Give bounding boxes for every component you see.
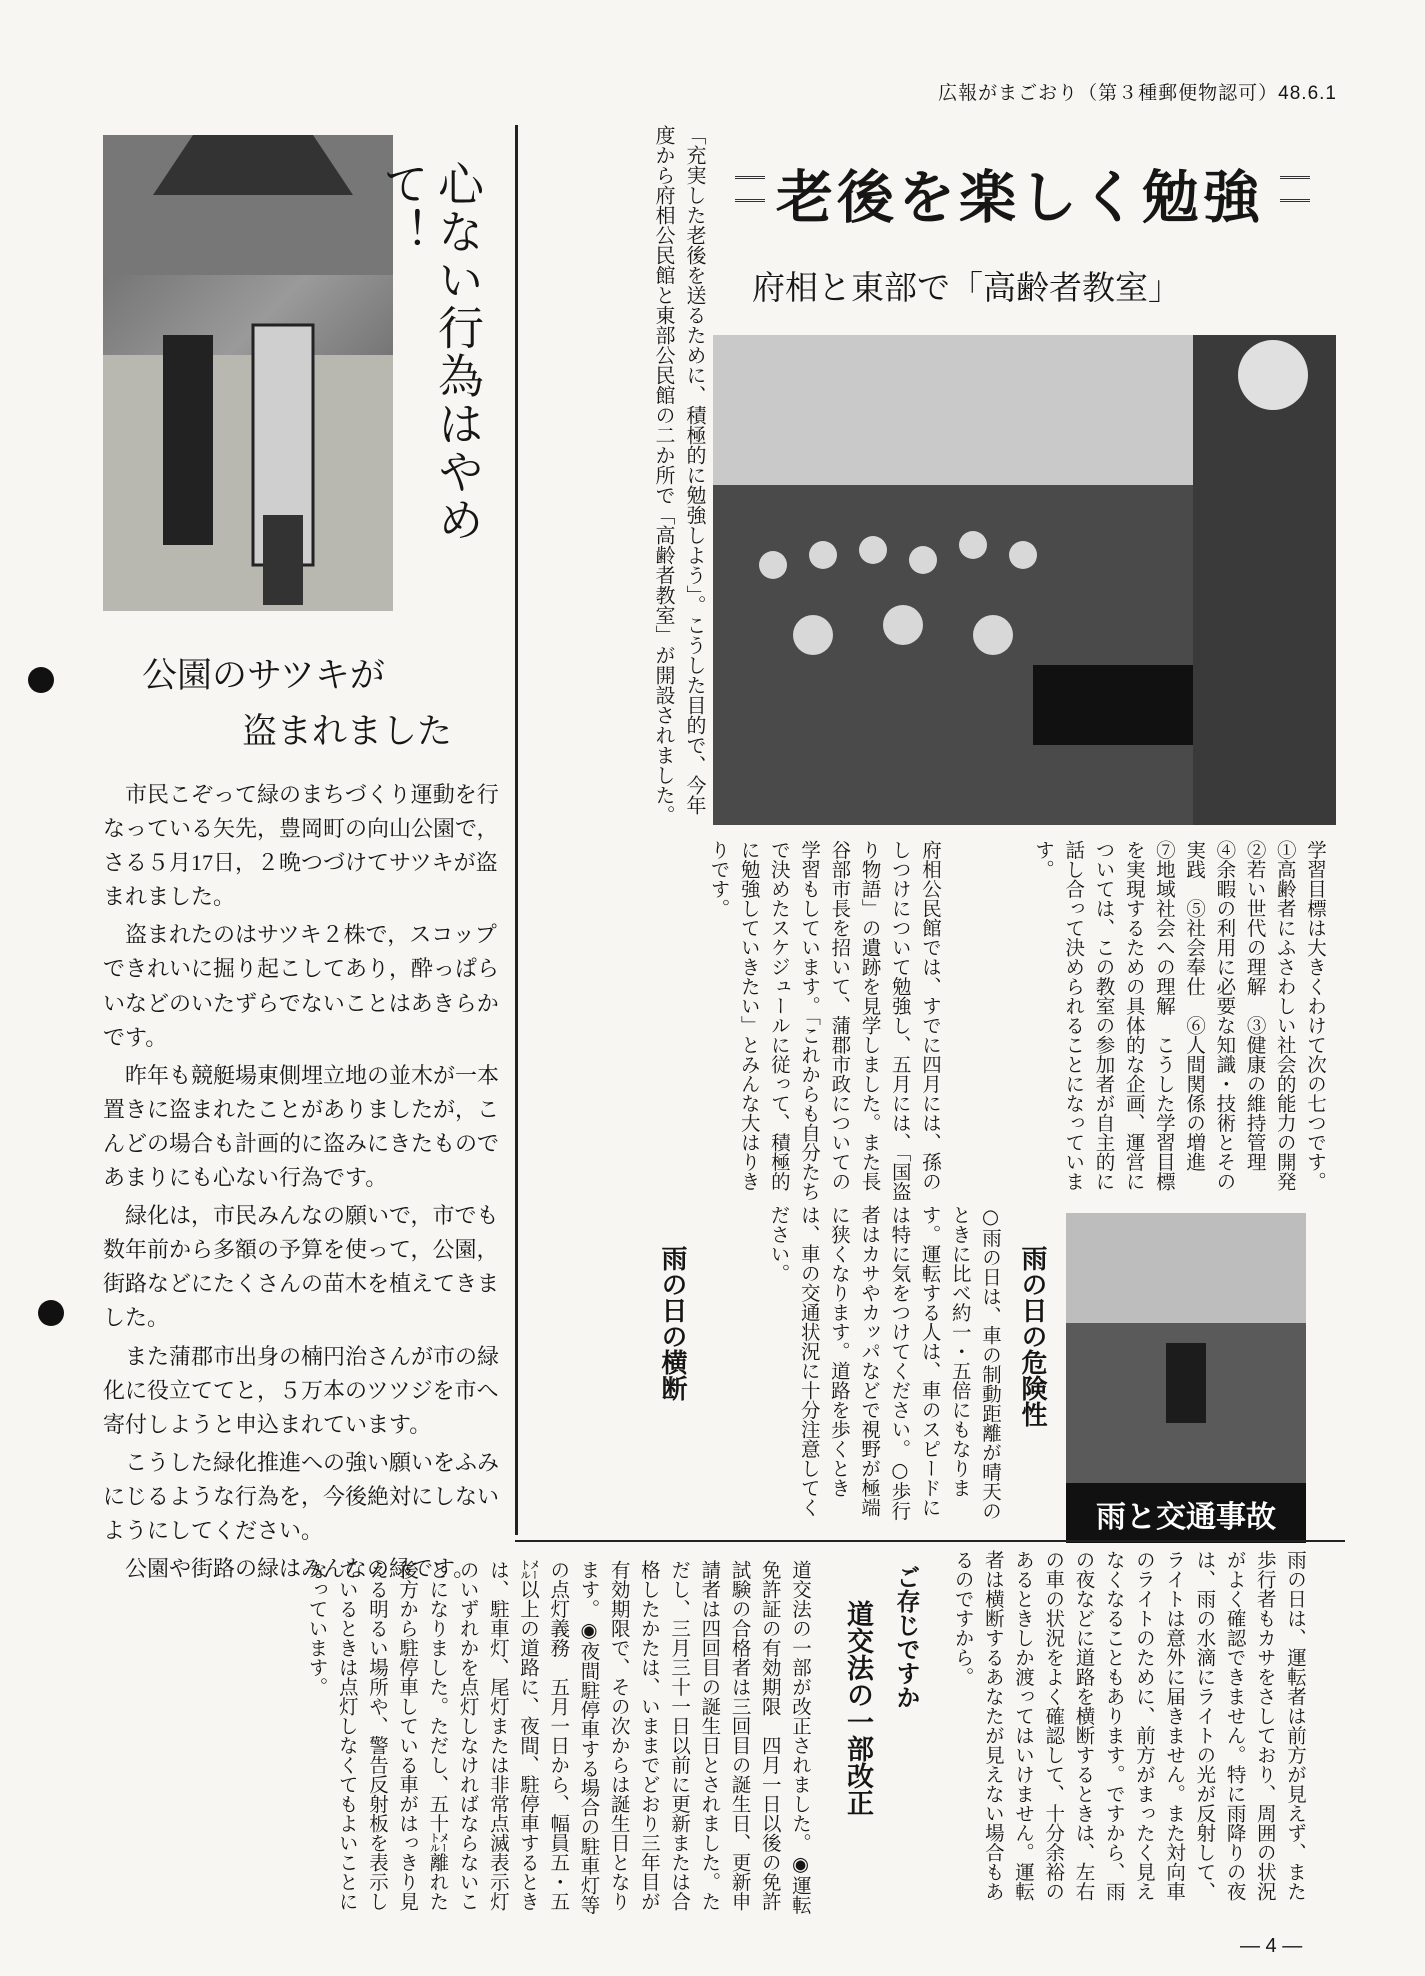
park-paragraph: 盗まれたのはサツキ２株で，スコップできれいに掘り起こしてあり，酔っぱらいなどのいたずらでないことはあきらかです。 bbox=[103, 922, 500, 1050]
rain-crossing-text: 雨の日は、運転者は前方が見えず、また歩行者もカサをさしており、周囲の状況がよく確認できません。特に雨降りの夜は、雨の水滴にライトの光が反射して、ライトは意外に届きません。また対向車のライトのために、前方がまったく見えなくなることもあります。ですから、雨の夜などに道路を横断するときは、左右の車の状況をよく確認して、十分余裕のあるときしか渡ってはいけません。運転者は横断するあなたが見えない場合もあるのですから。 bbox=[951, 1550, 1307, 1901]
elderly-body2: 学習目標は大きくわけて次の七つです。①高齢者にふさわしい社会的能力の開発 ②若い世代の理解 ③健康の維持管理 ④余暇の利用に必要な知識・技術とその実践 ⑤社会奉仕 ⑥人間関係の増進 ⑦地域社会への理解 こうした学習目標を実現するための具体的な企画、運営については、この教室の参加者が自主的に話し合って決められることになっています。 bbox=[1032, 840, 1327, 1211]
rain-photo-caption: 雨と交通事故 bbox=[1096, 1500, 1276, 1535]
elderly-subtitle: 府相と東部で「高齢者教室」 bbox=[752, 268, 1181, 307]
park-paragraph: 公園や街路の緑はみんなの緑です。 bbox=[125, 1556, 476, 1582]
park-paragraph: 緑化は，市民みんなの願いで，市でも数年前から多額の予算を使って，公園，街路などにたくさんの苗木を植えてきました。 bbox=[103, 1203, 500, 1331]
title-deco-right bbox=[1280, 176, 1310, 202]
column-divider bbox=[515, 125, 518, 1535]
title-deco-left bbox=[735, 176, 765, 202]
park-title-line1: 公園のサツキが bbox=[142, 656, 385, 695]
classroom-photo bbox=[713, 335, 1336, 825]
park-paragraph: 昨年も競艇場東側埋立地の並木が一本置きに盗まれたことがありましたが，こんどの場合も計画的に盗みにきたものであまりにも心ない行為です。 bbox=[103, 1062, 500, 1191]
park-paragraph: また蒲郡市出身の楠円治さんが市の緑化に役立ててと，５万本のツツジを市へ寄付しようと申込まれています。 bbox=[103, 1343, 500, 1437]
page-number: ― 4 ― bbox=[1240, 1935, 1303, 1957]
elderly-lead: 「充実した老後を送るために、積極的に勉強しよう」。こうした目的で、今年度から府相公民館と東部公民館の二か所で「高齢者教室」が開設されました。 bbox=[652, 125, 707, 825]
rain-crossing-heading: 雨の日の横断 bbox=[657, 1245, 687, 1401]
park-paragraph: 市民こぞって緑のまちづくり運動を行なっている矢先，豊岡町の向山公園で，さる５月17日，２晩つづけてサツキが盗まれました。 bbox=[103, 782, 499, 910]
binder-hole-top bbox=[28, 667, 54, 693]
masthead: 広報がまごおり（第３種郵便物認可）48.6.1 bbox=[938, 83, 1337, 104]
binder-hole-bottom bbox=[38, 1300, 64, 1326]
park-paragraph: こうした緑化推進への強い願いをふみにじるような行為を，今後絶対にしないようにしてください。 bbox=[103, 1449, 500, 1543]
law-kicker: ご存じですか bbox=[892, 1565, 920, 1709]
rain-danger-text: ○雨の日は、車の制動距離が晴天のときに比べ約一・五倍にもなります。運転する人は、車のスピードには特に気をつけてください。○歩行者はカサやカッパなどで視野が極端に狭くなります。道路を歩くときは、車の交通状況に十分注意してください。 bbox=[767, 1205, 1002, 1521]
park-article-body bbox=[103, 778, 501, 1590]
section-divider bbox=[515, 1540, 1345, 1542]
law-heading: 道交法の一部改正 bbox=[842, 1600, 873, 1816]
park-photo bbox=[103, 135, 393, 611]
elderly-body3: 府相公民館では、すでに四月には、孫のしつけについて勉強し、五月には、「国盗り物語」の遺跡を見学しました。また長谷部市長を招いて、蒲郡市政についての学習もしています。「これからも自分たちで決めたスケジュールに従って、積極的に勉強していきたい」とみんな大はりきりです。 bbox=[707, 840, 942, 1201]
rain-danger-heading: 雨の日の危険性 bbox=[1017, 1245, 1047, 1427]
park-headline: 心ない行為はやめて！ bbox=[375, 160, 485, 544]
park-title-line2: 盗まれました bbox=[242, 712, 453, 751]
elderly-title: 老後を楽しく勉強 bbox=[776, 165, 1264, 231]
law-text: 道交法の一部が改正されました。◉運転免許証の有効期限 四月一日以後の免許試験の合格者は三回目の誕生日、更新申請者は四回目の誕生日とされました。ただし、三月三十一日以前に更新または合格したかたは、いままでどおり三年目が有効期限で、その次からは誕生日となります。◉夜間駐停車する場合の駐車灯等の点灯義務 五月一日から、幅員五・五㍍以上の道路に、夜間、駐停車するときは、駐車灯、尾灯または非常点滅表示灯のいずれかを点灯しなければならないことになりました。ただし、五十㍍離れた後方から駐停車している車がはっきり見える明るい場所や、警告反射板を表示しているときは点灯しなくてもよいことになっています。 bbox=[305, 1560, 812, 1915]
